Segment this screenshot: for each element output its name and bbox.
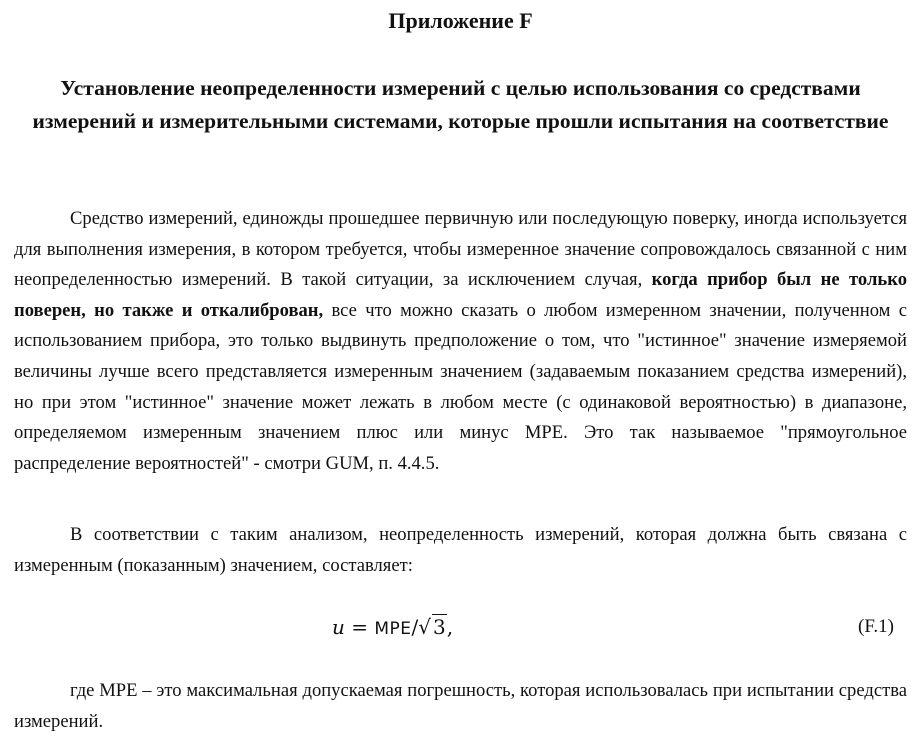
paragraph-3-text: где MPE – это максимальная допускаемая погрешность, которая использовалась при испытании средства измерений. — [14, 680, 907, 732]
formula-mpe: MPE — [374, 619, 412, 639]
paragraph-mpe-definition — [14, 676, 907, 737]
paragraph-1-bold-phrase: когда прибор был не только поверен, но также и откалиброван, — [14, 269, 908, 321]
paragraph-1-text-start: Средство измерений, единожды прошедшее первичную или последующую поверку, иногда используется для выполнения измерения, в котором требуется, чтобы измеренное значение сопровождалось связанной с ним неопределенностью измерений. В такой ситуации, за исключением случая, — [14, 208, 907, 291]
equation-number: (F.1) — [858, 616, 894, 637]
paragraph-2-text: В соответствии с таким анализом, неопределенность измерений, которая должна быть связана с измеренным (показанным) значением, составляет: — [14, 524, 907, 576]
equation-formula — [332, 612, 453, 644]
formula-variable: u — [332, 615, 345, 639]
paragraph-1-text-end: все что можно сказать о любом измеренном значении, полученном с использованием прибора, это только выдвинуть предположение о том, что "истинное" значение измеряемой величины лучше всего представляется измеренным значением (задаваемым показанием средства измерений), но при этом "истинное" значение может лежать в любом месте (с одинаковой вероятностью) в диапазоне, определяемом измеренным значением плюс или минус MPE. Это так называемое "прямоугольное распределение вероятностей" - смотри GUM, п. 4.4.5. — [14, 299, 907, 474]
equation-row — [14, 612, 894, 646]
paragraph-uncertainty-intro — [14, 520, 907, 581]
document-title: Установление неопределенности измерений с целью использования со средствами измерений и измерительными системами, которые прошли испытания на соответствие — [32, 76, 889, 133]
appendix-label: Приложение F — [388, 8, 533, 33]
formula-slash: / — [411, 615, 419, 639]
paragraph-rectangular-distribution — [14, 204, 907, 479]
formula-equals: = — [344, 615, 375, 639]
formula-comma: , — [446, 615, 454, 639]
formula-sqrt — [418, 612, 446, 642]
formula-radicand: 3 — [433, 615, 446, 639]
formula-radical-sign: √ — [418, 615, 432, 639]
paragraph-1-content — [14, 204, 907, 479]
